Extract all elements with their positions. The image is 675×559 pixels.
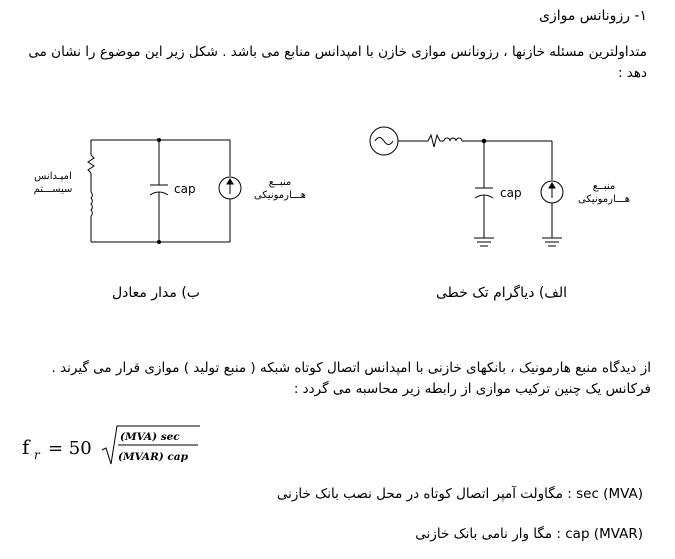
resonance-formula (20, 420, 220, 474)
caption-single-line: الف) دیاگرام تک خطی (436, 285, 568, 301)
equivalent-circuit-diagram (88, 140, 241, 242)
impedance-label: امپـدانس سیســـتم (33, 171, 73, 195)
definition-text: : مگا وار نامی بانک خازنی (415, 526, 561, 542)
definition-symbol: (MVA) sec (576, 486, 643, 502)
definition-mvar (415, 526, 643, 542)
body-paragraph: از دیدگاه منبع هارمونیک ، بانکهای خازنی با امپدانس اتصال کوتاه شبکه ( منبع تولید ) موازی قرار می گیرند . فرکانس یک چنین ترکیب موازی از رابطه زیر محاسبه می گردد : (51, 360, 651, 397)
caption-equivalent-circuit: ب) مدار معادل (112, 285, 200, 301)
definition-mva (277, 486, 643, 502)
formula-lhs: f (22, 435, 30, 459)
single-line-diagram (370, 127, 563, 246)
formula-denominator: (MVAR) cap (118, 451, 188, 463)
harmonic-source-label-a: منبــع هـــارمونیکی (577, 181, 631, 205)
definition-text: : مگاولت آمپر اتصال کوتاه در محل نصب بانک خازنی (276, 486, 572, 502)
cap-label-a: cap (500, 186, 522, 200)
intro-paragraph: متداولترین مسئله خازنها ، رزونانس موازی خازن با امپدانس منابع می باشد . شکل زیر این موضوع را نشان می دهد : (28, 44, 647, 81)
formula-numerator: (MVA) sec (120, 431, 180, 443)
harmonic-source-label-b: منبــع هـــارمونیکی (253, 177, 307, 201)
formula-subscript: r (34, 448, 40, 462)
formula-equals: = 50 (48, 438, 92, 459)
definition-symbol: (MVAR) cap (565, 526, 643, 542)
section-heading: ۱- رزونانس موازی (538, 8, 647, 24)
cap-label-b: cap (174, 182, 196, 196)
formula-graphic (20, 420, 220, 470)
